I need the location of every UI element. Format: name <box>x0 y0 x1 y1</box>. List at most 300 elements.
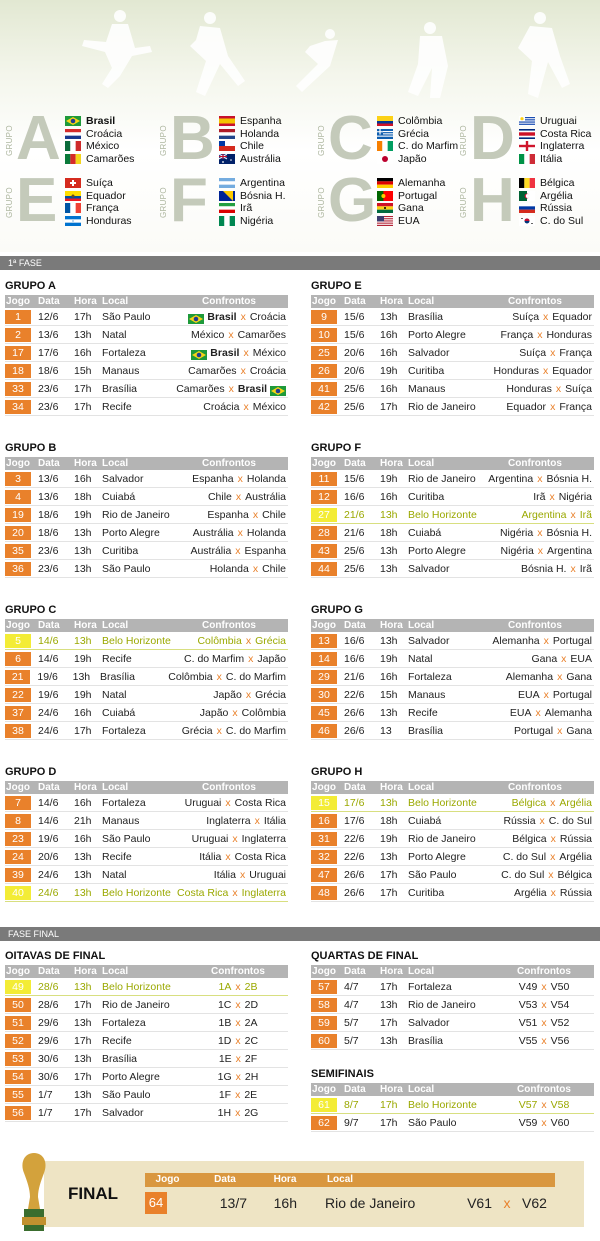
match-venue: Salvador <box>408 563 450 575</box>
match-date: 23/6 <box>38 563 59 575</box>
table-row <box>311 632 594 650</box>
match-date: 15/6 <box>344 329 365 341</box>
table-row <box>311 704 594 722</box>
match-venue: Brasília <box>102 383 138 395</box>
match-number: 6 <box>5 652 31 666</box>
match-time: 17h <box>74 1107 92 1119</box>
match-number: 10 <box>311 328 337 342</box>
table-row <box>311 542 594 560</box>
match-number: 53 <box>5 1052 31 1066</box>
team-b: Grécia <box>255 689 286 701</box>
match-date: 16/6 <box>344 491 365 503</box>
col-jogo: Jogo <box>6 296 30 307</box>
team-a: Camarões <box>176 383 225 395</box>
table-grupo-c <box>5 601 288 740</box>
team-b: Equador <box>552 311 592 323</box>
col-data: Data <box>344 296 366 307</box>
match-date: 13/6 <box>38 329 59 341</box>
match-venue: Natal <box>102 329 127 341</box>
match-teams <box>478 308 594 325</box>
team-entry <box>219 215 286 228</box>
team-entry <box>519 202 583 215</box>
team-a: V57 <box>518 1099 538 1111</box>
versus-mark: x <box>557 725 563 737</box>
team-name: Gana <box>398 202 424 215</box>
final-team-b: V62 <box>522 1195 547 1211</box>
versus-mark: x <box>537 545 544 557</box>
match-time: 17h <box>380 401 398 413</box>
match-teams <box>172 308 288 325</box>
team-entry <box>219 153 281 166</box>
table-row <box>311 470 594 488</box>
versus-mark: x <box>248 653 254 665</box>
match-teams <box>478 686 594 703</box>
match-teams <box>172 326 288 343</box>
match-number: 58 <box>311 998 337 1012</box>
match-time: 16h <box>380 329 398 341</box>
versus-mark: x <box>541 1099 547 1111</box>
match-time: 16h <box>74 833 92 845</box>
table-row <box>5 848 288 866</box>
match-number: 1 <box>5 310 31 324</box>
match-time: 16h <box>74 797 92 809</box>
match-venue: Manaus <box>102 365 140 377</box>
team-b: C. do Sul <box>548 815 592 827</box>
match-time: 17h <box>380 1017 398 1029</box>
team-entry <box>377 177 445 190</box>
team-b: 2A <box>244 1017 258 1029</box>
team-entry <box>65 140 134 153</box>
match-venue: Manaus <box>102 815 140 827</box>
final-date: 13/7 <box>219 1195 247 1211</box>
col-jogo: Jogo <box>312 458 336 469</box>
table-header <box>311 1083 594 1096</box>
col-data: Data <box>344 458 366 469</box>
team-name: Argentina <box>240 177 285 189</box>
col-confrontos: Confrontos <box>202 458 256 469</box>
match-date: 1/7 <box>38 1107 53 1119</box>
versus-mark: x <box>235 981 241 993</box>
col-data: Data <box>344 1084 366 1095</box>
match-number: 59 <box>311 1016 337 1030</box>
be-flag-icon <box>519 178 535 188</box>
team-b: Gana <box>566 725 592 737</box>
team-a: 1F <box>218 1089 232 1101</box>
match-time: 13h <box>74 545 92 557</box>
br-flag-icon <box>270 384 286 394</box>
match-time: 13h <box>380 545 398 557</box>
col-local: Local <box>408 966 435 977</box>
team-a: Bósnia H. <box>520 563 567 575</box>
table-title: GRUPO F <box>311 442 362 454</box>
team-a: Austrália <box>190 545 232 557</box>
world-cup-trophy-icon <box>14 1149 54 1239</box>
col-hora: Hora <box>74 296 97 307</box>
col-confrontos: Confrontos <box>211 966 265 977</box>
versus-mark: x <box>235 1107 241 1119</box>
match-venue: Curitiba <box>408 491 445 503</box>
team-a: Costa Rica <box>177 887 229 899</box>
team-a: Holanda <box>209 563 249 575</box>
es-flag-icon <box>219 116 235 126</box>
table-header <box>5 619 288 632</box>
col-hora: Hora <box>380 296 403 307</box>
match-date: 23/6 <box>38 383 59 395</box>
versus-mark: x <box>235 491 242 503</box>
team-a: 1E <box>218 1053 232 1065</box>
match-time: 13h <box>74 1053 92 1065</box>
team-b: 2C <box>244 1035 259 1047</box>
team-b: V60 <box>550 1117 570 1129</box>
table-header <box>311 295 594 308</box>
match-teams <box>172 794 288 811</box>
final-team-a: V61 <box>467 1195 492 1211</box>
team-name: França <box>86 202 119 215</box>
match-venue: Natal <box>408 653 433 665</box>
gh-flag-icon <box>377 203 393 213</box>
col-jogo: Jogo <box>312 1084 336 1095</box>
match-teams <box>478 866 594 883</box>
table-row <box>311 830 594 848</box>
team-entry <box>377 153 458 166</box>
team-a: Uruguai <box>191 833 229 845</box>
match-date: 23/6 <box>38 401 59 413</box>
versus-mark: x <box>550 401 556 413</box>
table-row <box>5 488 288 506</box>
versus-mark: x <box>550 833 556 845</box>
team-a: C. do Sul <box>501 869 545 881</box>
match-teams <box>172 542 288 559</box>
table-quartas <box>311 947 594 1050</box>
match-venue: Belo Horizonte <box>408 797 477 809</box>
match-venue: Curitiba <box>102 545 139 557</box>
match-time: 13h <box>74 635 92 647</box>
versus-mark: x <box>541 981 547 993</box>
match-venue: São Paulo <box>408 869 457 881</box>
match-number: 15 <box>311 796 337 810</box>
match-time: 18h <box>380 527 398 539</box>
match-time: 16h <box>74 473 92 485</box>
versus-mark: x <box>235 545 241 557</box>
match-teams <box>478 524 594 541</box>
match-number: 60 <box>311 1034 337 1048</box>
table-row <box>311 488 594 506</box>
team-a: Argentina <box>488 473 534 485</box>
match-venue: Rio de Janeiro <box>102 999 170 1011</box>
table-row <box>5 506 288 524</box>
team-entry <box>65 115 134 128</box>
match-date: 19/6 <box>38 833 59 845</box>
match-number: 4 <box>5 490 31 504</box>
match-venue: Recife <box>102 1035 132 1047</box>
match-teams <box>478 560 594 577</box>
match-venue: Fortaleza <box>102 725 146 737</box>
match-date: 24/6 <box>38 707 59 719</box>
match-time: 19h <box>380 653 398 665</box>
match-date: 21/6 <box>344 527 365 539</box>
match-date: 26/6 <box>344 725 365 737</box>
versus-mark: x <box>235 1017 241 1029</box>
group-word: GRUPO <box>459 187 468 219</box>
match-venue: Fortaleza <box>102 1017 146 1029</box>
match-time: 19h <box>74 689 92 701</box>
match-teams <box>172 866 288 883</box>
col-local: Local <box>408 620 435 631</box>
team-a: Camarões <box>188 365 237 377</box>
match-teams <box>478 344 594 361</box>
match-teams <box>478 362 594 379</box>
versus-mark: x <box>240 311 246 323</box>
uy-flag-icon <box>519 116 535 126</box>
match-number: 41 <box>311 382 337 396</box>
team-b: Irã <box>579 563 592 575</box>
match-teams <box>172 488 288 505</box>
match-number: 40 <box>5 886 31 900</box>
col-confrontos: Confrontos <box>202 296 256 307</box>
team-entry <box>219 128 281 141</box>
match-date: 4/7 <box>344 999 359 1011</box>
match-time: 13h <box>72 671 91 683</box>
match-date: 15/6 <box>344 311 365 323</box>
co-flag-icon <box>377 116 393 126</box>
match-venue: Fortaleza <box>408 981 452 993</box>
table-row <box>5 632 288 650</box>
match-venue: Fortaleza <box>102 347 146 359</box>
col-local: Local <box>102 296 129 307</box>
team-a: C. do Marfim <box>184 653 245 665</box>
match-teams <box>172 1032 288 1049</box>
match-venue: Manaus <box>408 383 446 395</box>
table-row <box>5 686 288 704</box>
gr-flag-icon <box>377 129 393 139</box>
team-name: C. do Sul <box>540 214 584 227</box>
match-number: 35 <box>5 544 31 558</box>
team-a: V59 <box>518 1117 538 1129</box>
match-teams <box>478 996 594 1013</box>
match-teams <box>478 1032 594 1049</box>
team-entry <box>519 140 591 153</box>
group-h-summary <box>459 166 600 235</box>
table-row <box>311 380 594 398</box>
versus-mark: x <box>537 473 543 485</box>
table-row <box>5 978 288 996</box>
team-b: Nigéria <box>558 491 592 503</box>
versus-mark: x <box>225 851 231 863</box>
table-row <box>311 686 594 704</box>
match-number: 51 <box>5 1016 31 1030</box>
match-venue: Natal <box>102 869 127 881</box>
group-f-summary <box>159 166 304 235</box>
match-date: 26/6 <box>344 869 365 881</box>
team-a: Austrália <box>192 527 234 539</box>
team-b: V56 <box>550 1035 570 1047</box>
match-date: 24/6 <box>38 887 59 899</box>
table-row <box>311 996 594 1014</box>
group-letter: C <box>328 104 373 173</box>
final-phase-label: FASE FINAL <box>8 929 60 939</box>
table-row <box>5 722 288 740</box>
team-entry <box>519 128 591 141</box>
cr-flag-icon <box>519 129 535 139</box>
match-venue: Belo Horizonte <box>408 1099 477 1111</box>
group-c-summary <box>317 104 462 173</box>
team-name: Honduras <box>86 214 132 227</box>
ng-flag-icon <box>219 216 235 226</box>
table-row <box>5 704 288 722</box>
team-a: Inglaterra <box>206 815 251 827</box>
group-word: GRUPO <box>159 125 168 157</box>
group-d-summary <box>459 104 600 173</box>
match-venue: Brasília <box>408 1035 444 1047</box>
match-date: 20/6 <box>38 851 59 863</box>
table-row <box>311 794 594 812</box>
versus-mark: x <box>550 851 556 863</box>
table-row <box>5 668 288 686</box>
team-a: Portugal <box>513 725 554 737</box>
table-row <box>311 524 594 542</box>
team-b: Camarões <box>237 329 286 341</box>
match-teams <box>478 848 594 865</box>
table-row <box>311 560 594 578</box>
team-b: França <box>559 347 592 359</box>
match-venue: Brasília <box>408 725 444 737</box>
match-date: 22/6 <box>344 833 365 845</box>
match-time: 16h <box>380 347 398 359</box>
match-teams <box>478 488 594 505</box>
table-grupo-h <box>311 763 594 902</box>
versus-mark: x <box>232 887 238 899</box>
match-time: 16h <box>380 671 398 683</box>
versus-mark: x <box>237 527 243 539</box>
match-teams <box>478 380 594 397</box>
match-date: 9/7 <box>344 1117 359 1129</box>
team-entry <box>219 190 286 203</box>
match-venue: Recife <box>102 851 132 863</box>
match-venue: Recife <box>408 707 438 719</box>
team-a: Argélia <box>513 887 547 899</box>
table-row <box>5 308 288 326</box>
match-number: 54 <box>5 1070 31 1084</box>
match-teams <box>172 812 288 829</box>
team-name: Portugal <box>398 189 438 202</box>
match-number: 26 <box>311 364 337 378</box>
match-number: 28 <box>311 526 337 540</box>
match-date: 15/6 <box>344 473 365 485</box>
team-name: Bósnia H. <box>240 189 286 202</box>
match-venue: Porto Alegre <box>408 851 466 863</box>
table-grupo-e <box>311 277 594 416</box>
match-time: 17h <box>380 1099 398 1111</box>
team-a: 1D <box>217 1035 232 1047</box>
col-hora: Hora <box>380 458 403 469</box>
match-teams <box>172 1050 288 1067</box>
table-row <box>5 996 288 1014</box>
match-number: 8 <box>5 814 31 828</box>
match-date: 18/6 <box>38 527 59 539</box>
versus-mark: x <box>541 1017 547 1029</box>
versus-mark: x <box>537 329 543 341</box>
match-date: 30/6 <box>38 1053 59 1065</box>
team-name: Brasil <box>86 115 116 127</box>
col-data: Data <box>38 620 60 631</box>
match-teams <box>172 1014 288 1031</box>
table-grupo-a <box>5 277 288 416</box>
team-name: Croácia <box>86 127 123 140</box>
versus-mark: x <box>549 491 555 503</box>
match-teams <box>172 1086 288 1103</box>
match-teams <box>478 470 594 487</box>
team-b: Bósnia H. <box>546 527 592 539</box>
team-b: V58 <box>550 1099 570 1111</box>
match-number: 30 <box>311 688 337 702</box>
match-teams <box>478 978 594 995</box>
team-a: V51 <box>518 1017 538 1029</box>
match-venue: Cuiabá <box>102 707 136 719</box>
team-a: Honduras <box>493 365 540 377</box>
team-name: Japão <box>398 152 427 165</box>
match-time: 13h <box>380 509 398 521</box>
it-flag-icon <box>519 154 535 164</box>
match-number: 27 <box>311 508 337 522</box>
team-b: EUA <box>570 653 592 665</box>
team-b: V54 <box>550 999 570 1011</box>
match-date: 20/6 <box>344 347 365 359</box>
versus-mark: x <box>561 653 567 665</box>
match-time: 17h <box>380 869 398 881</box>
match-venue: Belo Horizonte <box>102 981 171 993</box>
team-a: França <box>500 329 534 341</box>
team-b: 2G <box>244 1107 259 1119</box>
match-number: 39 <box>5 868 31 882</box>
table-header <box>311 619 594 632</box>
match-number: 5 <box>5 634 31 648</box>
col-hora: Hora <box>74 620 97 631</box>
final-match-panel <box>0 1146 600 1241</box>
match-time: 17h <box>74 311 92 323</box>
table-row <box>5 1086 288 1104</box>
match-number: 33 <box>5 382 31 396</box>
match-venue: Belo Horizonte <box>408 509 477 521</box>
final-versus: x <box>503 1195 511 1211</box>
final-col-local: Local <box>326 1174 354 1185</box>
group-word: GRUPO <box>317 187 326 219</box>
col-data: Data <box>38 966 60 977</box>
col-local: Local <box>408 296 435 307</box>
versus-mark: x <box>245 635 252 647</box>
match-number: 49 <box>5 980 31 994</box>
match-teams <box>172 506 288 523</box>
match-teams <box>478 668 594 685</box>
group-word: GRUPO <box>5 125 14 157</box>
match-date: 28/6 <box>38 981 59 993</box>
match-number: 9 <box>311 310 337 324</box>
match-number: 50 <box>5 998 31 1012</box>
match-venue: Porto Alegre <box>102 1071 160 1083</box>
match-teams <box>172 1068 288 1085</box>
team-b: Argentina <box>547 545 592 557</box>
match-venue: Brasília <box>99 671 135 683</box>
table-row <box>5 884 288 902</box>
team-b: Bósnia H. <box>546 473 592 485</box>
col-local: Local <box>102 620 129 631</box>
team-entry <box>65 128 134 141</box>
col-hora: Hora <box>74 458 97 469</box>
table-row <box>311 1096 594 1114</box>
team-name: Camarões <box>86 152 135 165</box>
group-letter: D <box>470 104 515 173</box>
match-date: 26/6 <box>344 887 365 899</box>
versus-mark: x <box>239 869 246 881</box>
